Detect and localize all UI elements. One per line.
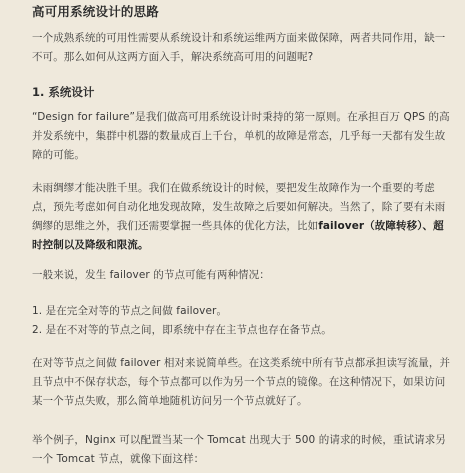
failover-paragraph: 一般来说，发生 failover 的节点可能有两种情况： (32, 269, 270, 281)
preparation-bold-text: failover（故障转移）、超时控制以及降级和限流。 (32, 220, 444, 251)
preparation-text: 未雨绸缪才能决胜千里。我们在做系统设计的时候，要把发生故障作为一个重要的考虑点，预先考虑如何自动化地发现故障，发生故障之后要如何解决。当然了，除了要有未雨绸缪的思维之外，我们还需要掌握一些具体的优化方法，比如 (32, 182, 446, 232)
example-paragraph: 举个例子，Nginx 可以配置当某一个 Tomcat 出现大于 500 的请求的时候，重试请求另一个 Tomcat 节点，就像下面这样： (32, 434, 446, 465)
section-heading: 1. 系统设计 (32, 85, 95, 99)
intro-paragraph: 一个成熟系统的可用性需要从系统设计和系统运维两方面来做保障，两者共同作用，缺一不可。那么如何从这两方面入手，解决系统高可用的问题呢? (32, 32, 446, 63)
list-item: 2. 是在不对等的节点之间，即系统中存在主节点也存在备节点。 (32, 324, 332, 336)
list-item: 1. 是在完全对等的节点之间做 failover。 (32, 305, 228, 317)
article-title: 高可用系统设计的思路 (32, 4, 160, 19)
preparation-paragraph (32, 179, 453, 255)
failover-cases-list (32, 302, 453, 340)
peer-failover-paragraph: 在对等节点之间做 failover 相对来说简单些。在这类系统中所有节点都承担读写流量，并且节点中不保存状态，每个节点都可以作为另一个节点的镜像。在这种情况下，如果访问某一个节点失败，那么简单地随机访问另一个节点就好了。 (32, 357, 451, 407)
design-paragraph: “Design for failure”是我们做高可用系统设计时秉持的第一原则。在承担百万 QPS 的高并发系统中，集群中机器的数量成百上千台，单机的故障是常态，几乎每一天都有发生故障的可能。 (32, 111, 450, 161)
